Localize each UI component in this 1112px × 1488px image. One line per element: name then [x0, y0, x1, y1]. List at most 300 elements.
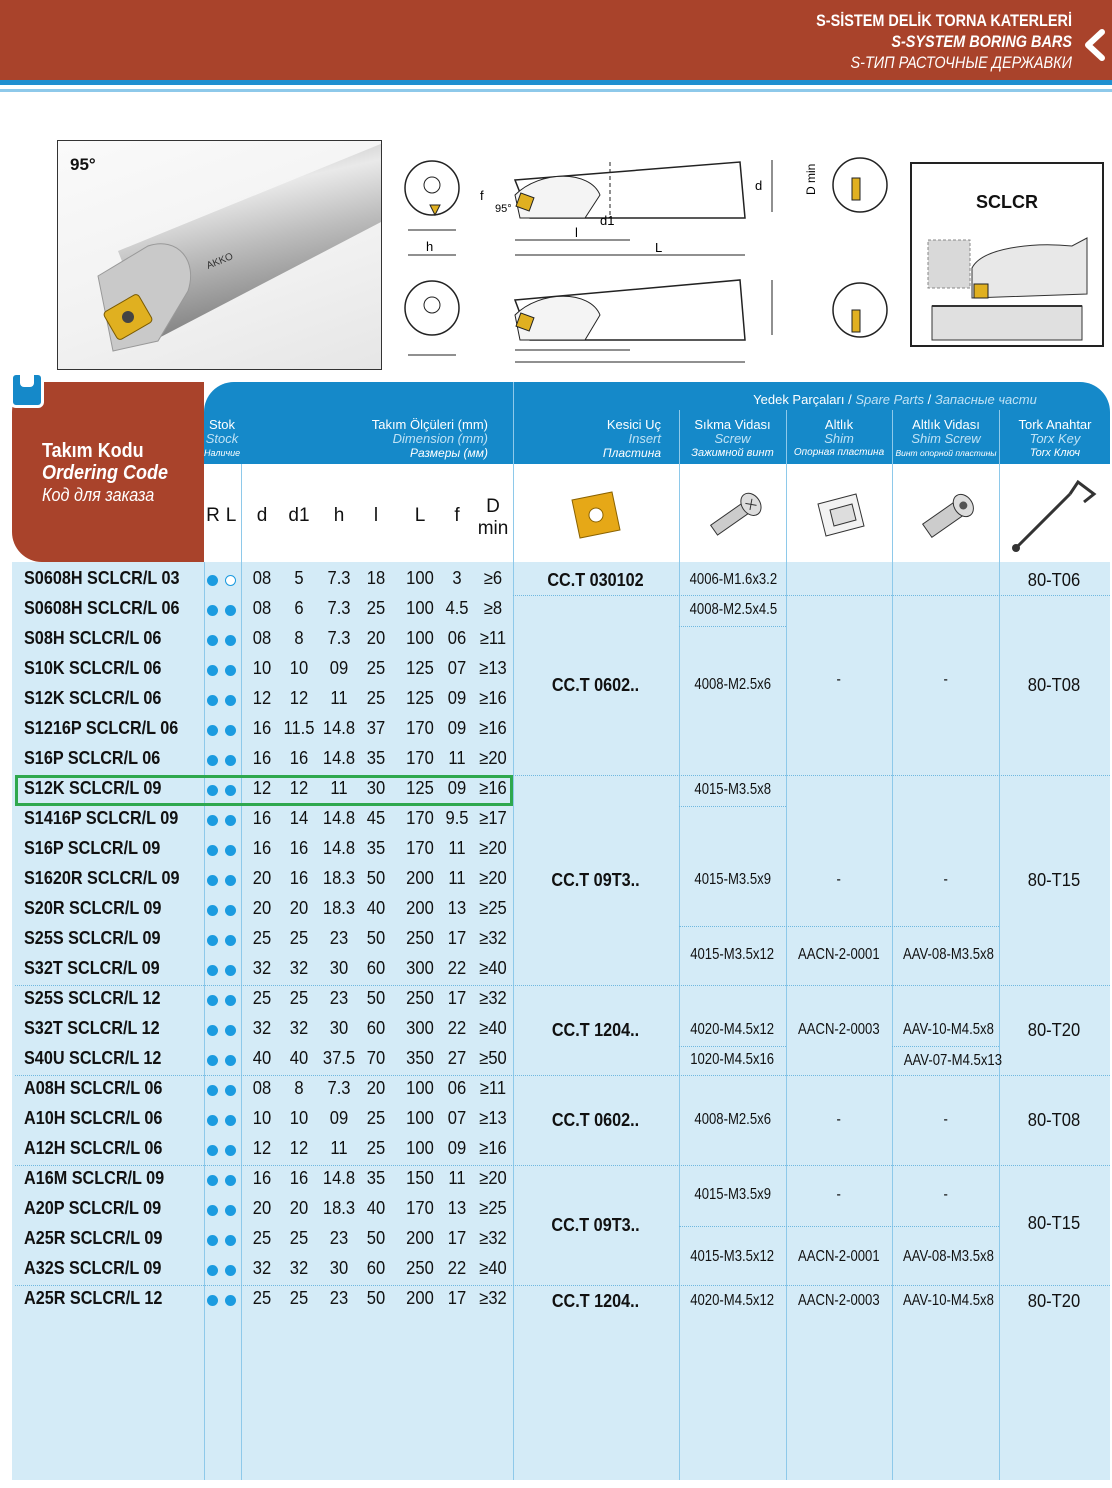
screw-value: 1020-M4.5x16: [690, 1051, 775, 1068]
insert-value: CC.T 030102: [547, 570, 644, 590]
stock-left-dot: [225, 1235, 236, 1246]
stock-right-dot: [207, 1025, 218, 1036]
dim-value-d: 32: [252, 1018, 272, 1038]
dim-value-d: 25: [252, 928, 272, 948]
stock-right-dot: [207, 605, 218, 616]
shim-screw-value: -: [943, 671, 949, 688]
dim-value-d1: 16: [289, 868, 309, 888]
dim-value-d1: 25: [289, 928, 309, 948]
dim-value-d1: 12: [289, 1138, 309, 1158]
shim-screw-value: -: [943, 1186, 949, 1203]
row-ordering-code: S32T SCLCR/L 12: [24, 1018, 160, 1038]
dim-value-d: 16: [252, 838, 272, 858]
dim-value-h: 11: [330, 1138, 348, 1158]
dim-value-h: 14.8: [322, 718, 356, 738]
dim-value-d: 08: [252, 628, 272, 648]
col-h: h: [333, 505, 345, 526]
insert-value: CC.T 09T3..: [551, 870, 640, 890]
shim-header: Altlık Shim Опорная пластина: [793, 417, 885, 458]
screw-icon: [694, 478, 774, 553]
row-ordering-code: S32T SCLCR/L 09: [24, 958, 160, 978]
shim-screw-value: AAV-10-M4.5x8: [902, 1021, 994, 1038]
dim-value-d1: 32: [289, 1258, 309, 1278]
dim-value-h: 14.8: [322, 838, 356, 858]
dim-value-d1: 8: [294, 628, 304, 648]
stock-left-dot: [225, 935, 236, 946]
col-dmin: D min: [477, 496, 509, 539]
dim-value-f: 09: [447, 778, 467, 798]
shim-value: AACN-2-0001: [798, 946, 880, 963]
insert-value: CC.T 1204..: [551, 1020, 640, 1040]
row-ordering-code: S0608H SCLCR/L 06: [24, 598, 180, 618]
dim-value-d1: 10: [289, 1108, 309, 1128]
dim-value-d1: 6: [294, 598, 304, 618]
dim-value-h: 23: [329, 988, 349, 1008]
dim-value-d: 08: [252, 568, 272, 588]
stock-right-dot: [207, 1055, 218, 1066]
dim-value-d1: 32: [289, 958, 309, 978]
dim-value-h: 23: [329, 1288, 349, 1308]
insert-value: CC.T 0602..: [551, 675, 640, 695]
row-ordering-code: S25S SCLCR/L 12: [24, 988, 161, 1008]
dim-value-lv: 100: [406, 568, 434, 588]
dim-value-f: 27: [447, 1048, 467, 1068]
dim-value-d: ≥32: [479, 1288, 507, 1308]
stock-right-dot: [207, 755, 218, 766]
screw-value: 4015-M3.5x9: [694, 1186, 771, 1203]
dim-value-f: 3: [452, 568, 462, 588]
stock-right-dot: [207, 935, 218, 946]
dim-value-d1: 20: [289, 898, 309, 918]
dim-value-lv: 250: [406, 928, 434, 948]
dim-value-f: 11: [448, 748, 466, 768]
screw-value: 4008-M2.5x4.5: [689, 601, 778, 618]
screw-value: 4015-M3.5x9: [694, 871, 771, 888]
sclcr-label: SCLCR: [976, 192, 1038, 212]
dim-value-l: 35: [366, 838, 386, 858]
dim-value-d: 32: [252, 958, 272, 978]
dim-value-lv: 125: [406, 778, 434, 798]
dim-value-f: 09: [447, 688, 467, 708]
stock-left-dot: [225, 1205, 236, 1216]
dim-value-lv: 200: [406, 1228, 434, 1248]
dim-value-l: 25: [366, 688, 386, 708]
stock-right-dot: [207, 725, 218, 736]
stock-left-dot: [225, 815, 236, 826]
dim-value-lv: 300: [406, 1018, 434, 1038]
dim-value-l: 25: [366, 598, 386, 618]
boring-bar-illustration: [58, 141, 382, 370]
shim-value: AACN-2-0003: [798, 1292, 880, 1309]
dim-value-d: ≥25: [479, 898, 507, 918]
row-ordering-code: S12K SCLCR/L 06: [24, 688, 162, 708]
stock-left-dot: [225, 995, 236, 1006]
shim-screw-icon: [908, 480, 988, 550]
dim-value-lv: 170: [406, 1198, 434, 1218]
dim-value-d: ≥25: [479, 1198, 507, 1218]
stock-right-dot: [207, 1235, 218, 1246]
dim-value-d: 20: [252, 898, 272, 918]
shim-value: -: [836, 1186, 842, 1203]
dim-value-lv: 100: [406, 628, 434, 648]
row-ordering-code: A20P SCLCR/L 09: [24, 1198, 162, 1218]
stock-left-dot: [225, 1055, 236, 1066]
dim-value-f: 17: [447, 1288, 467, 1308]
dim-value-l: 50: [366, 1288, 386, 1308]
stock-right-dot: [207, 845, 218, 856]
dim-value-d: ≥11: [479, 1078, 507, 1098]
stock-left-dot: [225, 1145, 236, 1156]
dim-value-h: 7.3: [327, 598, 351, 618]
dim-value-d1: 12: [289, 688, 309, 708]
dim-value-d: ≥20: [479, 1168, 507, 1188]
dim-value-d1: 25: [289, 1228, 309, 1248]
torx-header: Tork Anahtar Torx Key Torx Ключ: [1018, 417, 1092, 459]
shim-value: AACN-2-0003: [798, 1021, 880, 1038]
col-l-stock: L: [225, 505, 237, 526]
dim-value-d: 16: [252, 1168, 272, 1188]
stock-left-dot: [225, 755, 236, 766]
shim-screw-value: -: [943, 1111, 949, 1128]
selected-row-highlight: [15, 775, 513, 806]
screw-value: 4020-M4.5x12: [690, 1021, 775, 1038]
stock-right-dot: [207, 905, 218, 916]
dim-dmin: D min: [804, 163, 818, 195]
sclcr-diagram: [910, 162, 1104, 347]
dim-value-lv: 300: [406, 958, 434, 978]
dim-value-d: ≥13: [479, 658, 507, 678]
stock-right-dot: [207, 1145, 218, 1156]
insert-value: CC.T 0602..: [551, 1110, 640, 1130]
stock-left-dot: [225, 845, 236, 856]
stock-right-dot: [207, 695, 218, 706]
dim-value-h: 09: [329, 1108, 349, 1128]
stock-right-dot: [207, 1295, 218, 1306]
shim-screw-value: AAV-10-M4.5x8: [902, 1292, 994, 1309]
dim-value-f: 17: [447, 988, 467, 1008]
dim-value-d: 40: [252, 1048, 272, 1068]
dim-value-h: 23: [329, 1228, 349, 1248]
dim-value-d1: 16: [289, 838, 309, 858]
dim-value-d: 16: [252, 748, 272, 768]
dim-h: h: [426, 239, 434, 254]
angle-label: 95°: [70, 155, 96, 174]
title-en: S-SYSTEM BORING BARS: [891, 32, 1072, 51]
torx-value: 80-T20: [1027, 1291, 1081, 1311]
dim-value-d1: 10: [289, 658, 309, 678]
header-rule: [0, 80, 1112, 85]
dim-value-f: 07: [447, 658, 467, 678]
dim-value-d1: 11.5: [283, 718, 315, 738]
dim-value-lv: 250: [406, 988, 434, 1008]
dim-value-f: 13: [447, 1198, 467, 1218]
stock-right-dot: [207, 965, 218, 976]
dim-value-l: 25: [366, 1138, 386, 1158]
dim-value-l: 40: [366, 1198, 386, 1218]
torx-value: 80-T20: [1027, 1020, 1081, 1040]
dim-value-f: 06: [447, 1078, 467, 1098]
dim-f: f: [480, 188, 484, 203]
dim-value-f: 09: [447, 718, 467, 738]
stock-left-dot: [225, 665, 236, 676]
dim-value-l: 20: [366, 1078, 386, 1098]
dim-value-d: 08: [252, 598, 272, 618]
row-ordering-code: A12H SCLCR/L 06: [24, 1138, 163, 1158]
stock-left-dot: [225, 605, 236, 616]
dim-value-f: 13: [447, 898, 467, 918]
dim-value-d1: 25: [289, 988, 309, 1008]
col-f: f: [454, 505, 460, 526]
dim-d: d: [755, 178, 763, 193]
dim-value-h: 09: [329, 658, 349, 678]
technical-drawing: [400, 140, 900, 370]
dim-d1: d1: [600, 213, 615, 228]
product-photo: [57, 140, 382, 370]
dim-value-f: 9.5: [445, 808, 469, 828]
dim-value-h: 14.8: [322, 808, 356, 828]
dim-value-d: ≥20: [479, 838, 507, 858]
dim-value-d1: 5: [294, 568, 304, 588]
screw-value: 4015-M3.5x12: [690, 946, 775, 963]
shim-value: -: [836, 671, 842, 688]
dim-value-d: ≥20: [479, 748, 507, 768]
dim-value-d: 10: [252, 1108, 272, 1128]
row-ordering-code: A32S SCLCR/L 09: [24, 1258, 162, 1278]
dim-value-l: 35: [366, 748, 386, 768]
dim-value-l: 60: [366, 958, 386, 978]
dim-value-lv: 250: [406, 1258, 434, 1278]
dim-value-d: ≥32: [479, 988, 507, 1008]
row-ordering-code: S25S SCLCR/L 09: [24, 928, 161, 948]
dim-value-l: 20: [366, 628, 386, 648]
dim-value-d: 12: [252, 778, 272, 798]
shim-screw-value: -: [943, 871, 949, 888]
spare-parts-header: Yedek Parçaları / Spare Parts / Запасные части: [753, 392, 1037, 407]
col-r: R: [206, 505, 220, 526]
stock-left-dot: [225, 575, 236, 586]
stock-left-dot: [225, 635, 236, 646]
row-ordering-code: A10H SCLCR/L 06: [24, 1108, 163, 1128]
dim-value-l: 37: [366, 718, 386, 738]
row-ordering-code: S12K SCLCR/L 09: [24, 778, 162, 798]
dimension-header: Takım Ölçüleri (mm) Dimension (mm) Размеры (мм): [371, 417, 488, 460]
insert-value: CC.T 09T3..: [551, 1215, 640, 1235]
torx-key-icon: [1008, 472, 1102, 556]
stock-right-dot: [207, 1115, 218, 1126]
dim-value-lv: 100: [406, 1108, 434, 1128]
dim-value-d: ≥16: [479, 778, 507, 798]
row-ordering-code: S0608H SCLCR/L 03: [24, 568, 180, 588]
row-ordering-code: S08H SCLCR/L 06: [24, 628, 162, 648]
dim-value-d: ≥40: [479, 1018, 507, 1038]
dim-value-h: 18.3: [322, 1198, 356, 1218]
dim-value-l: 50: [366, 928, 386, 948]
dim-value-d: 16: [252, 808, 272, 828]
dim-value-h: 7.3: [327, 1078, 351, 1098]
dim-value-d1: 25: [289, 1288, 309, 1308]
dim-value-d: ≥8: [483, 598, 503, 618]
dim-value-l: 40: [366, 898, 386, 918]
dim-value-h: 11: [330, 688, 348, 708]
dim-value-d1: 32: [289, 1018, 309, 1038]
dim-value-h: 30: [329, 1258, 349, 1278]
dim-value-d1: 16: [289, 1168, 309, 1188]
col-L: L: [414, 505, 426, 526]
dim-value-lv: 200: [406, 1288, 434, 1308]
dim-value-l: 50: [366, 868, 386, 888]
dim-value-l: 50: [366, 1228, 386, 1248]
row-ordering-code: S40U SCLCR/L 12: [24, 1048, 162, 1068]
dim-value-l: 35: [366, 1168, 386, 1188]
stock-left-dot: [225, 905, 236, 916]
torx-value: 80-T15: [1027, 870, 1081, 890]
stock-right-dot: [207, 1085, 218, 1096]
dim-value-d1: 20: [289, 1198, 309, 1218]
dim-value-d: 12: [252, 688, 272, 708]
dim-value-d: ≥16: [479, 688, 507, 708]
dim-value-d: 08: [252, 1078, 272, 1098]
insert-header: Kesici Uç Insert Пластина: [602, 417, 661, 460]
dim-value-f: 11: [448, 838, 466, 858]
stock-left-dot: [225, 1265, 236, 1276]
dim-value-h: 18.3: [322, 898, 356, 918]
dim-value-h: 14.8: [322, 1168, 356, 1188]
stock-right-dot: [207, 665, 218, 676]
dim-value-d: ≥16: [479, 1138, 507, 1158]
dim-value-h: 23: [329, 928, 349, 948]
dim-value-h: 30: [329, 958, 349, 978]
dim-value-f: 06: [447, 628, 467, 648]
dim-value-f: 09: [447, 1138, 467, 1158]
chevron-left-icon[interactable]: [1082, 28, 1108, 62]
dim-value-h: 7.3: [327, 628, 351, 648]
dim-value-d: ≥40: [479, 1258, 507, 1278]
dim-value-d: ≥50: [479, 1048, 507, 1068]
stock-left-dot: [225, 1025, 236, 1036]
dim-value-l: 60: [366, 1018, 386, 1038]
row-ordering-code: S10K SCLCR/L 06: [24, 658, 162, 678]
dim-value-l: 30: [366, 778, 386, 798]
dim-value-d: ≥6: [483, 568, 503, 588]
stock-right-dot: [207, 1175, 218, 1186]
dim-value-l: 50: [366, 988, 386, 1008]
dim-value-d: 16: [252, 718, 272, 738]
dim-value-d: 20: [252, 1198, 272, 1218]
dim-value-h: 7.3: [327, 568, 351, 588]
stock-left-dot: [225, 1115, 236, 1126]
ordering-code-header: Takım Kodu Ordering Code Код для заказа: [12, 382, 204, 562]
col-d1: d1: [288, 505, 310, 526]
dim-value-d: 12: [252, 1138, 272, 1158]
dim-angle: 95°: [495, 203, 512, 215]
dim-value-f: 17: [447, 928, 467, 948]
screw-value: 4006-M1.6x3.2: [689, 571, 778, 588]
col-l: l: [373, 505, 379, 526]
dim-value-f: 4.5: [445, 598, 469, 618]
dim-value-d: 25: [252, 1288, 272, 1308]
shim-screw-header: Altlık Vidası Shim Screw Винт опорной пластины: [895, 417, 997, 458]
dim-value-d1: 12: [289, 778, 309, 798]
dim-value-lv: 170: [406, 838, 434, 858]
header-rule-thin: [0, 89, 1112, 92]
stock-right-dot: [207, 815, 218, 826]
shim-icon: [812, 490, 870, 540]
dim-l: l: [575, 225, 578, 240]
dim-value-lv: 100: [406, 1138, 434, 1158]
dim-value-d1: 14: [289, 808, 309, 828]
dim-value-l: 45: [366, 808, 386, 828]
row-ordering-code: S1416P SCLCR/L 09: [24, 808, 179, 828]
row-ordering-code: S16P SCLCR/L 06: [24, 748, 161, 768]
dim-value-lv: 150: [406, 1168, 434, 1188]
dim-value-f: 22: [447, 1018, 467, 1038]
bookmark-icon: [10, 372, 44, 408]
dim-value-lv: 100: [406, 598, 434, 618]
stock-left-dot: [225, 1295, 236, 1306]
dim-value-d: ≥17: [479, 808, 507, 828]
title-ru: S-ТИП РАСТОЧНЫЕ ДЕРЖАВКИ: [850, 53, 1072, 72]
stock-right-dot: [207, 575, 218, 586]
stock-right-dot: [207, 1265, 218, 1276]
dim-value-lv: 200: [406, 898, 434, 918]
screw-value: 4015-M3.5x12: [690, 1248, 775, 1265]
stock-left-dot: [225, 1175, 236, 1186]
screw-header: Sıkma Vidası Screw Зажимной винт: [691, 417, 774, 459]
title-tr: S-SİSTEM DELİK TORNA KATERLERİ: [816, 11, 1072, 30]
dim-value-h: 37.5: [322, 1048, 356, 1068]
dim-value-l: 70: [366, 1048, 386, 1068]
col-d: d: [256, 505, 268, 526]
dim-value-d: ≥40: [479, 958, 507, 978]
dim-value-d: ≥20: [479, 868, 507, 888]
dim-value-d: 10: [252, 658, 272, 678]
row-ordering-code: S1216P SCLCR/L 06: [24, 718, 179, 738]
screw-value: 4015-M3.5x8: [694, 781, 771, 798]
shim-value: -: [836, 1111, 842, 1128]
row-ordering-code: S16P SCLCR/L 09: [24, 838, 161, 858]
dim-value-lv: 100: [406, 1078, 434, 1098]
dim-value-d: ≥13: [479, 1108, 507, 1128]
stock-left-dot: [225, 695, 236, 706]
dim-value-h: 18.3: [322, 868, 356, 888]
dim-value-d: ≥16: [479, 718, 507, 738]
dim-value-d: 32: [252, 1258, 272, 1278]
insert-value: CC.T 1204..: [551, 1291, 640, 1311]
dim-value-l: 18: [366, 568, 386, 588]
stock-left-dot: [225, 725, 236, 736]
shim-value: -: [836, 871, 842, 888]
screw-value: 4020-M4.5x12: [690, 1292, 775, 1309]
stock-right-dot: [207, 995, 218, 1006]
dim-value-l: 25: [366, 1108, 386, 1128]
dim-value-d: ≥32: [479, 928, 507, 948]
header-titles: [771, 10, 1072, 73]
dim-value-lv: 170: [406, 748, 434, 768]
shim-screw-value: AAV-08-M3.5x8: [902, 1248, 994, 1265]
stock-left-dot: [225, 1085, 236, 1096]
dim-value-l: 60: [366, 1258, 386, 1278]
row-ordering-code: A25R SCLCR/L 09: [24, 1228, 163, 1248]
dim-value-h: 11: [330, 778, 348, 798]
torx-value: 80-T08: [1027, 675, 1081, 695]
dim-value-f: 07: [447, 1108, 467, 1128]
row-ordering-code: S1620R SCLCR/L 09: [24, 868, 180, 888]
row-ordering-code: A08H SCLCR/L 06: [24, 1078, 163, 1098]
stock-right-dot: [207, 635, 218, 646]
brand-mark: AKKO: [205, 251, 235, 272]
torx-value: 80-T06: [1027, 570, 1081, 590]
dim-value-lv: 350: [406, 1048, 434, 1068]
